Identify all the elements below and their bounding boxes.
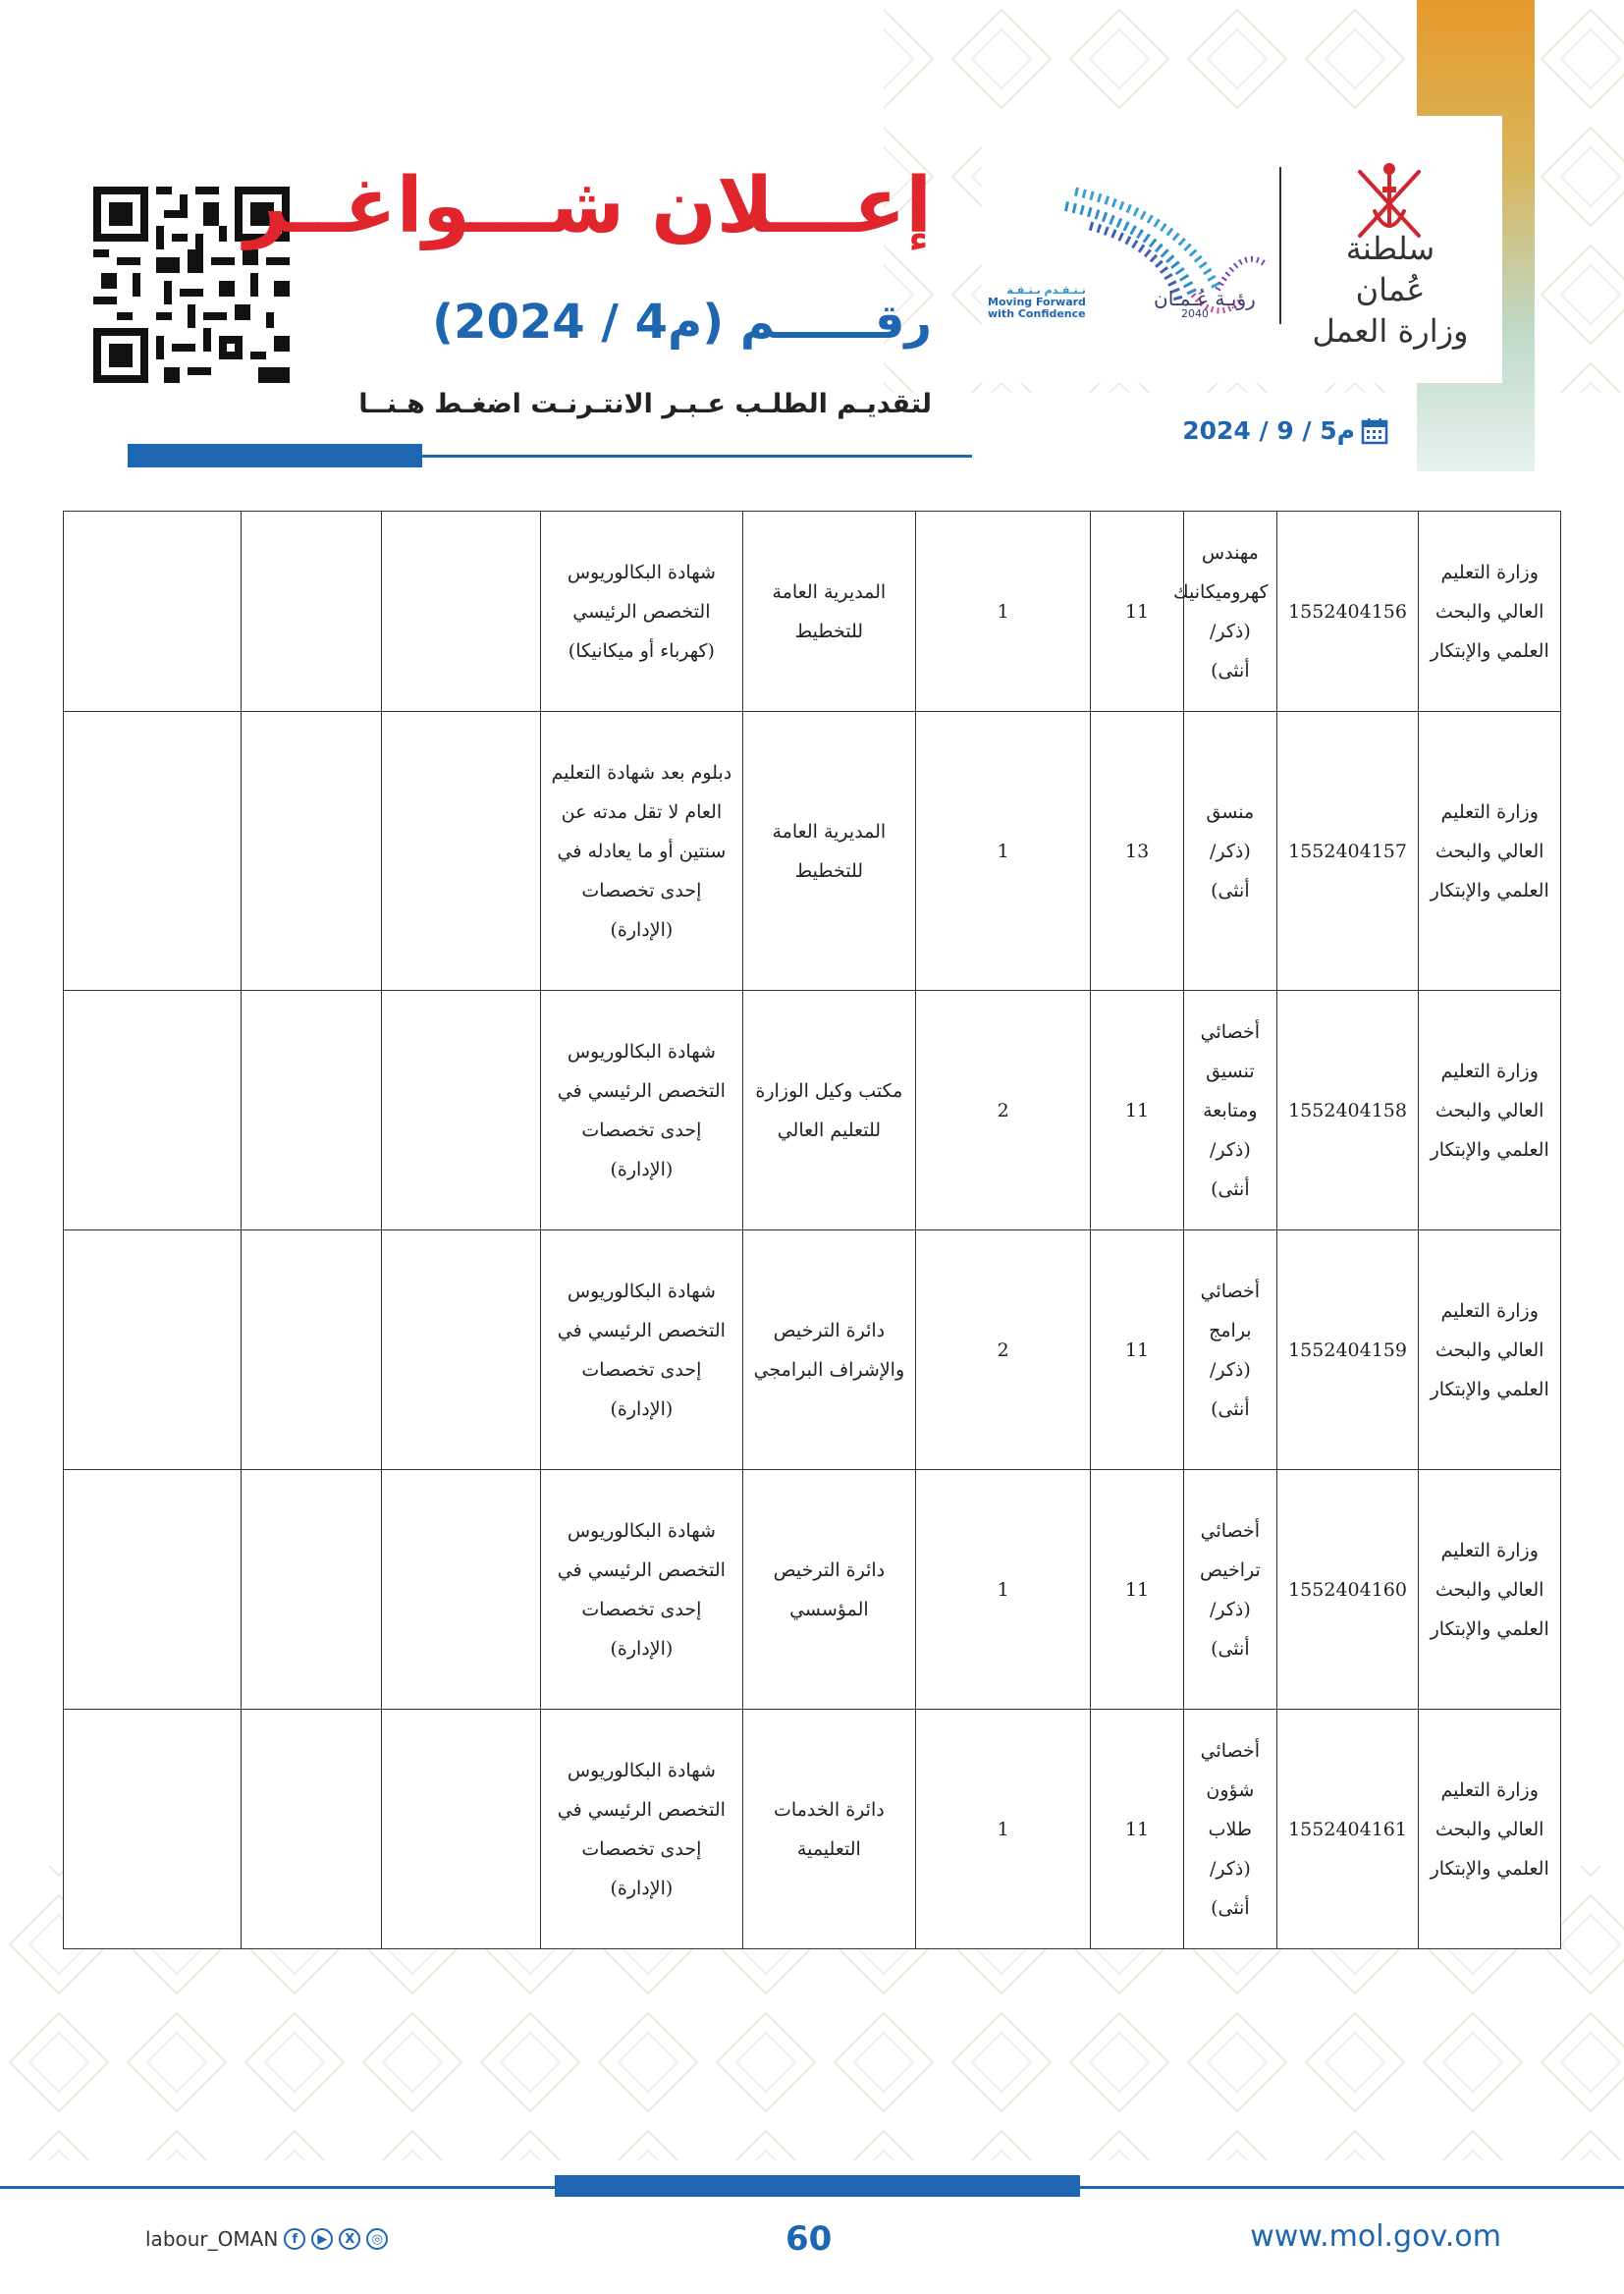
grade-cell: 11 bbox=[1091, 991, 1184, 1230]
instagram-icon[interactable]: ◎ bbox=[366, 2228, 388, 2250]
job-title-cell: أخصائي تنسيق ومتابعة (ذكر/ أنثى) bbox=[1183, 991, 1276, 1230]
count-cell: 1 bbox=[915, 1470, 1090, 1710]
ministry-cell: وزارة التعليم العالي والبحث العلمي والإبتكار bbox=[1419, 712, 1561, 991]
grade-cell: 11 bbox=[1091, 1230, 1184, 1470]
empty-cell bbox=[382, 512, 541, 712]
logo-divider bbox=[1279, 167, 1281, 324]
empty-cell bbox=[242, 1230, 382, 1470]
table-row bbox=[64, 1710, 1561, 1949]
count-cell: 1 bbox=[915, 512, 1090, 712]
unit-cell: المديرية العامة للتخطيط bbox=[742, 712, 915, 991]
moving-forward-arabic: نـتـقـدم بـثـقـة bbox=[1006, 284, 1086, 297]
grade-cell: 11 bbox=[1091, 512, 1184, 712]
grade-cell: 13 bbox=[1091, 712, 1184, 991]
job-code-cell: 1552404157 bbox=[1276, 712, 1419, 991]
ministry-logotype bbox=[1310, 228, 1471, 352]
unit-cell: دائرة الخدمات التعليمية bbox=[742, 1710, 915, 1949]
ministry-text: وزارة العمل bbox=[1312, 312, 1469, 350]
job-title-cell: مهندس كهروميكانيك (ذكر/أنثى) bbox=[1183, 512, 1276, 712]
ministry-cell: وزارة التعليم العالي والبحث العلمي والإبتكار bbox=[1419, 991, 1561, 1230]
qualification-cell: شهادة البكالوريوس التخصص الرئيسي في إحدى تخصصات (الإدارة) bbox=[540, 1710, 742, 1949]
grade-cell: 11 bbox=[1091, 1710, 1184, 1949]
grade-cell: 11 bbox=[1091, 1470, 1184, 1710]
empty-cell bbox=[64, 1230, 242, 1470]
ministry-cell: وزارة التعليم العالي والبحث العلمي والإبتكار bbox=[1419, 1470, 1561, 1710]
footer-social bbox=[145, 2227, 388, 2251]
social-handle[interactable]: labour_OMAN bbox=[145, 2227, 279, 2251]
youtube-icon[interactable]: ▶ bbox=[311, 2228, 333, 2250]
table-row bbox=[64, 1230, 1561, 1470]
empty-cell bbox=[64, 1470, 242, 1710]
empty-cell bbox=[242, 512, 382, 712]
footer-rule-thick bbox=[555, 2175, 1080, 2197]
table-row bbox=[64, 712, 1561, 991]
qualification-cell: شهادة البكالوريوس التخصص الرئيسي في إحدى تخصصات (الإدارة) bbox=[540, 1470, 742, 1710]
empty-cell bbox=[382, 1470, 541, 1710]
unit-cell: مكتب وكيل الوزارة للتعليم العالي bbox=[742, 991, 915, 1230]
oman-vision-year: 2040 bbox=[1181, 307, 1209, 320]
table-row bbox=[64, 512, 1561, 712]
moving-forward-line2: with Confidence bbox=[988, 307, 1086, 320]
empty-cell bbox=[242, 712, 382, 991]
header-rule-thick bbox=[128, 444, 422, 467]
qualification-cell: شهادة البكالوريوس التخصص الرئيسي في إحدى تخصصات (الإدارة) bbox=[540, 1230, 742, 1470]
ministry-cell: وزارة التعليم العالي والبحث العلمي والإبتكار bbox=[1419, 1710, 1561, 1949]
sultanate-text: سلطنة عُمان bbox=[1345, 230, 1435, 308]
job-code-cell: 1552404159 bbox=[1276, 1230, 1419, 1470]
job-code-cell: 1552404158 bbox=[1276, 991, 1419, 1230]
unit-cell: المديرية العامة للتخطيط bbox=[742, 512, 915, 712]
job-code-cell: 1552404156 bbox=[1276, 512, 1419, 712]
empty-cell bbox=[382, 1230, 541, 1470]
empty-cell bbox=[64, 712, 242, 991]
announcement-number: رقــــــم (م4 / 2024) bbox=[432, 295, 932, 350]
job-title-cell: أخصائي تراخيص (ذكر/أنثى) bbox=[1183, 1470, 1276, 1710]
qualification-cell: دبلوم بعد شهادة التعليم العام لا تقل مدته عن سنتين أو ما يعادله في إحدى تخصصات (الإدارة) bbox=[540, 712, 742, 991]
job-code-cell: 1552404161 bbox=[1276, 1710, 1419, 1949]
job-title-cell: أخصائي برامج (ذكر/أنثى) bbox=[1183, 1230, 1276, 1470]
job-title-cell: منسق (ذكر/ أنثى) bbox=[1183, 712, 1276, 991]
empty-cell bbox=[64, 991, 242, 1230]
ministry-cell: وزارة التعليم العالي والبحث العلمي والإبتكار bbox=[1419, 512, 1561, 712]
ministry-cell: وزارة التعليم العالي والبحث العلمي والإبتكار bbox=[1419, 1230, 1561, 1470]
unit-cell: دائرة الترخيص المؤسسي bbox=[742, 1470, 915, 1710]
empty-cell bbox=[382, 1710, 541, 1949]
moving-forward-line1: Moving Forward bbox=[988, 296, 1086, 308]
table-row bbox=[64, 991, 1561, 1230]
x-icon[interactable]: X bbox=[339, 2228, 360, 2250]
count-cell: 1 bbox=[915, 712, 1090, 991]
table-row bbox=[64, 1470, 1561, 1710]
empty-cell bbox=[242, 1710, 382, 1949]
page-number: 60 bbox=[785, 2219, 833, 2259]
date-text: 2024 / 9 / 5م bbox=[1182, 416, 1355, 445]
empty-cell bbox=[242, 991, 382, 1230]
empty-cell bbox=[382, 712, 541, 991]
calendar-icon bbox=[1361, 417, 1388, 445]
qualification-cell: شهادة البكالوريوس التخصص الرئيسي في إحدى تخصصات (الإدارة) bbox=[540, 991, 742, 1230]
jobs-table bbox=[63, 511, 1561, 1949]
website-link[interactable]: www.mol.gov.om bbox=[1250, 2219, 1501, 2254]
empty-cell bbox=[242, 1470, 382, 1710]
empty-cell bbox=[64, 512, 242, 712]
oman-vision-logo-icon bbox=[1046, 187, 1272, 334]
empty-cell bbox=[64, 1710, 242, 1949]
apply-online-link[interactable]: لتقديـم الطلـب عـبـر الانتـرنـت اضغـط هـنــا bbox=[358, 389, 932, 419]
announcement-date bbox=[1182, 416, 1388, 445]
count-cell: 1 bbox=[915, 1710, 1090, 1949]
empty-cell bbox=[382, 991, 541, 1230]
count-cell: 2 bbox=[915, 991, 1090, 1230]
oman-vision-text: رؤيـة عُـمـان bbox=[1154, 287, 1256, 310]
header-rule-thin bbox=[422, 455, 972, 458]
count-cell: 2 bbox=[915, 1230, 1090, 1470]
qualification-cell: شهادة البكالوريوس التخصص الرئيسي (كهرباء أو ميكانيكا) bbox=[540, 512, 742, 712]
job-title-cell: أخصائي شؤون طلاب (ذكر/ أنثى) bbox=[1183, 1710, 1276, 1949]
header bbox=[0, 0, 1624, 491]
announcement-title: إعـــلان شـــواغــر bbox=[244, 162, 932, 250]
unit-cell: دائرة الترخيص والإشراف البرامجي bbox=[742, 1230, 915, 1470]
job-code-cell: 1552404160 bbox=[1276, 1470, 1419, 1710]
facebook-icon[interactable]: f bbox=[284, 2228, 305, 2250]
